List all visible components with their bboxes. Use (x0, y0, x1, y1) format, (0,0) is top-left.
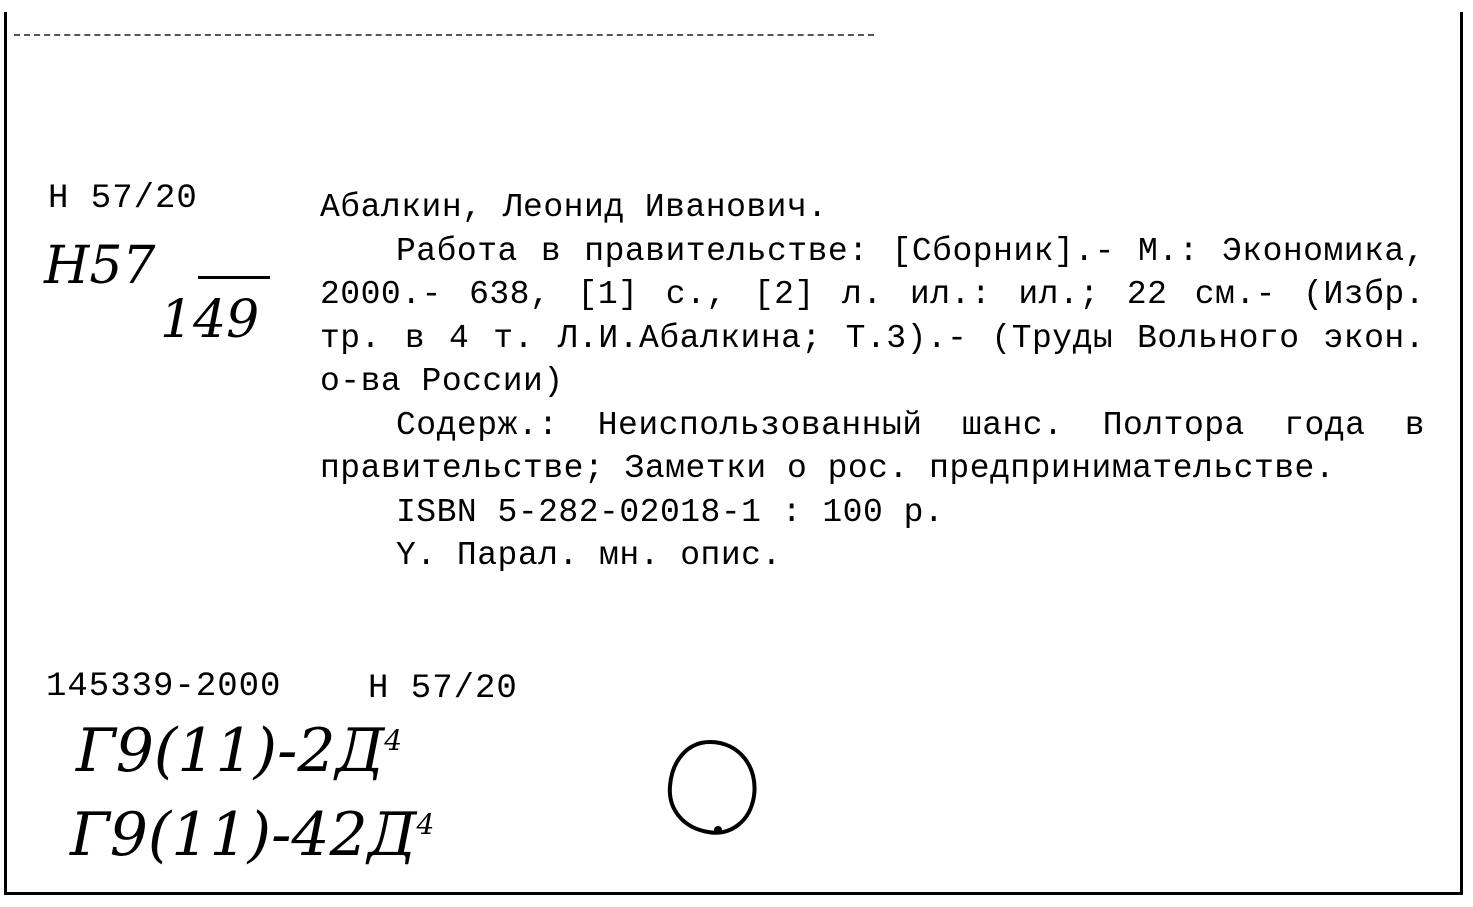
card-body (320, 186, 1425, 578)
contents-note: Содерж.: Неиспользованный шанс. Полтора года в правительстве; Заметки о рос. предпринимательстве. (320, 406, 1425, 487)
handwritten-shelf-divider (198, 276, 270, 279)
handwritten-class-1 (76, 716, 402, 786)
isbn-line: ISBN 5-282-02018-1 : 100 р. (396, 493, 945, 531)
handwritten-class-2-text: Г9(11)-42Д (70, 800, 417, 870)
footer-shelfmark: Н 57/20 (368, 670, 518, 708)
handwritten-class-1-sup: 4 (384, 724, 403, 757)
handwritten-class-1-text: Г9(11)-2Д (76, 716, 385, 786)
shelfmark-top: Н 57/20 (48, 180, 198, 218)
handwritten-shelf-line2: 149 (160, 290, 260, 350)
handwritten-shelf-line1: Н57 (44, 236, 156, 296)
bibliographic-description: Работа в правительстве: [Сборник].- М.: Экономика, 2000.- 638, [1] с., [2] л. ил.: ил.; 22 см.- (Избр. тр. в 4 т. Л.И.Абалкина; Т.3).- (Труды Вольного экон. о-ва России) (320, 232, 1425, 400)
handwritten-class-2-sup: 4 (416, 808, 435, 841)
footer-number: 145339-2000 (46, 668, 282, 706)
parallel-note: Y. Парал. мн. опис. (396, 537, 782, 574)
handwritten-class-2 (70, 800, 434, 870)
top-dashed-rule (14, 34, 874, 36)
punch-hole-circle (650, 730, 770, 850)
author-heading: Абалкин, Леонид Иванович. (320, 189, 828, 226)
